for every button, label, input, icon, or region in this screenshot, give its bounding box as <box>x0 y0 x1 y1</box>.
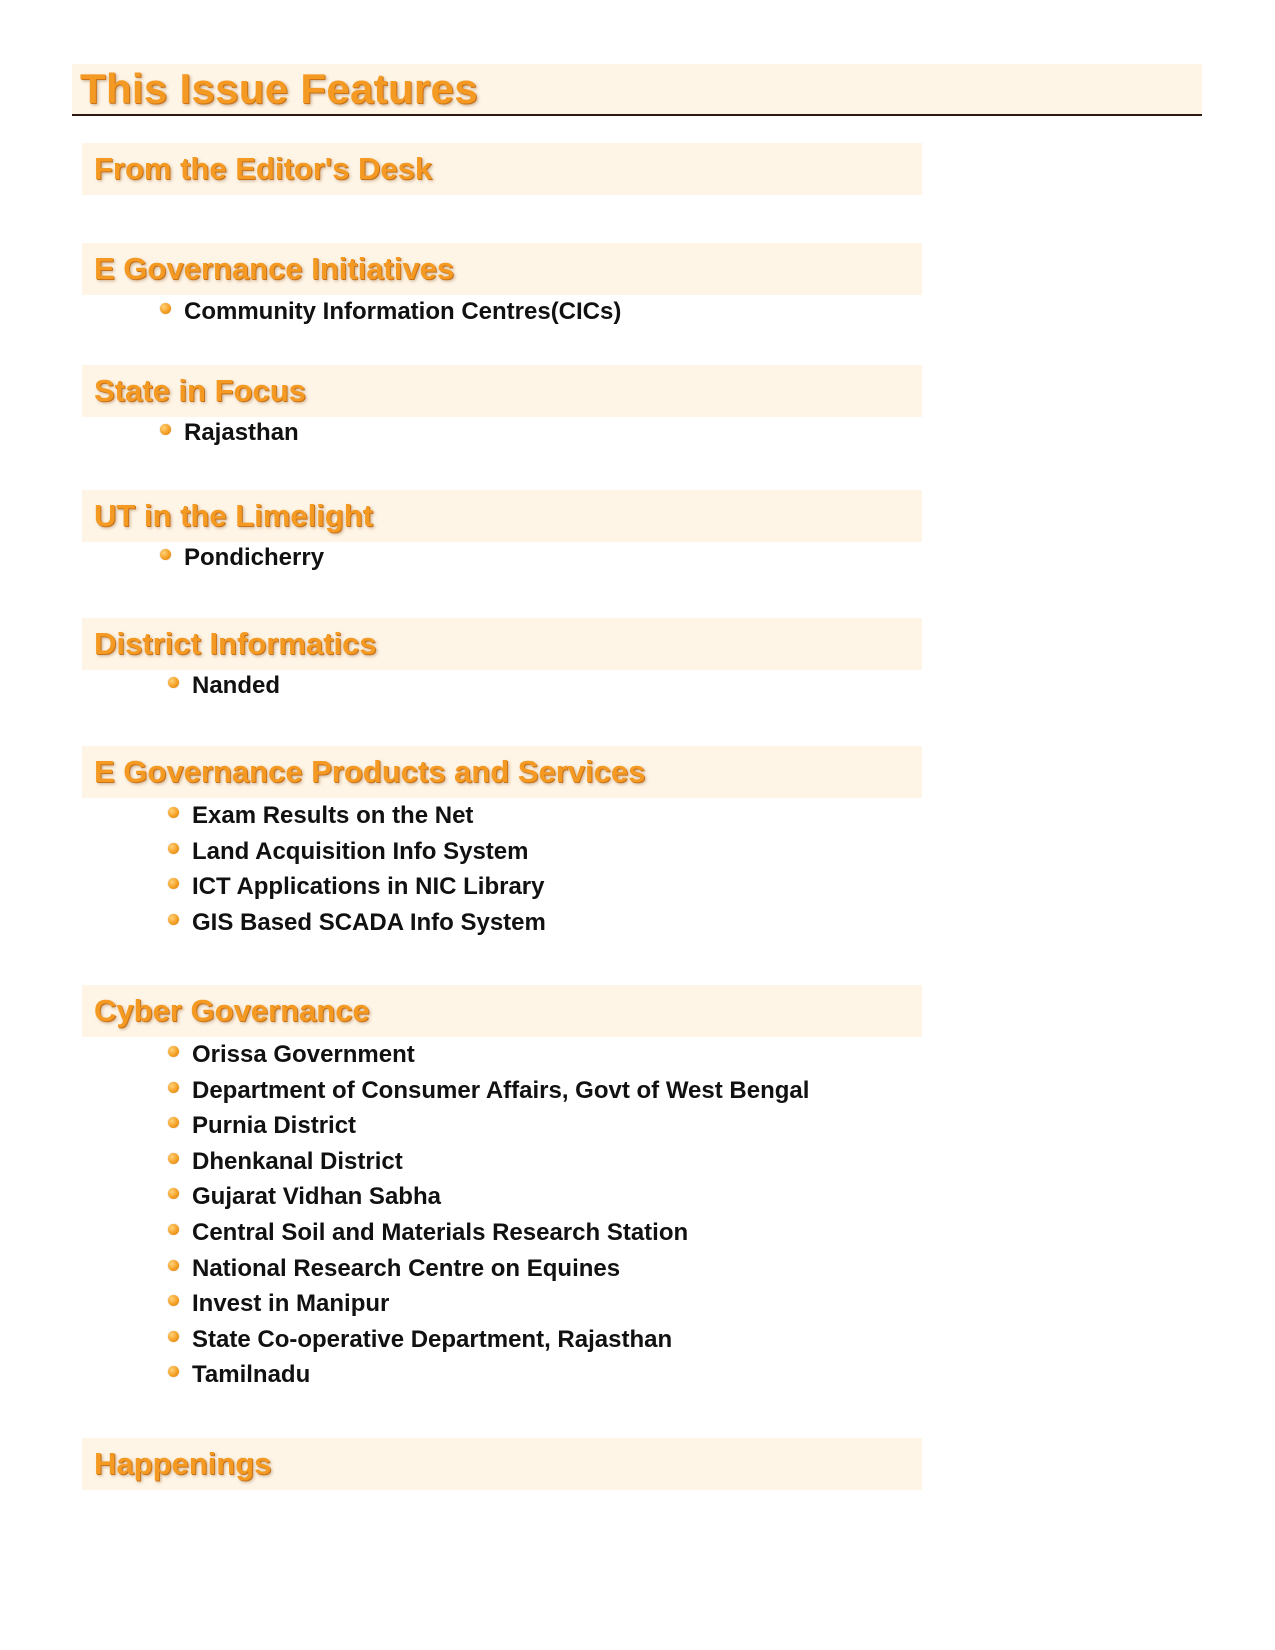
list-item[interactable] <box>168 1073 809 1109</box>
list-item-label: Tamilnadu <box>192 1361 311 1389</box>
bullet-icon <box>168 843 179 854</box>
main-title-bar <box>72 64 1202 116</box>
list-item-label: Central Soil and Materials Research Station <box>192 1218 689 1246</box>
bullet-icon <box>168 1188 179 1199</box>
bullet-icon <box>168 878 179 889</box>
list-item[interactable] <box>168 1215 809 1251</box>
section-title: District Informatics <box>94 626 377 661</box>
section-title: E Governance Initiatives <box>94 251 455 286</box>
section-header-cyber-governance[interactable] <box>82 985 922 1037</box>
bullet-icon <box>168 1260 179 1271</box>
section-title: E Governance Products and Services <box>94 754 646 789</box>
list-item[interactable] <box>168 869 546 905</box>
section-title: UT in the Limelight <box>94 498 373 533</box>
list-item-label: Dhenkanal District <box>192 1147 403 1175</box>
bullet-icon <box>160 303 171 314</box>
list-item-label: National Research Centre on Equines <box>192 1254 621 1282</box>
bullet-icon <box>168 1153 179 1164</box>
page-title: This Issue Features <box>80 65 478 112</box>
list-item-label: ICT Applications in NIC Library <box>192 873 545 901</box>
bullet-icon <box>168 914 179 925</box>
bullet-icon <box>168 1331 179 1342</box>
list-item[interactable] <box>168 1357 809 1393</box>
list-item-label: Community Information Centres(CICs) <box>184 298 622 325</box>
list-item-label: Land Acquisition Info System <box>192 837 529 865</box>
list-item-label: State Co-operative Department, Rajasthan <box>192 1325 673 1353</box>
list-item[interactable] <box>168 1108 809 1144</box>
list-item[interactable] <box>168 834 546 870</box>
list-item-label: Orissa Government <box>192 1041 415 1068</box>
list-item[interactable] <box>168 668 280 704</box>
section-title: Happenings <box>94 1446 272 1481</box>
list-item[interactable] <box>168 1322 809 1358</box>
list-item-label: Gujarat Vidhan Sabha <box>192 1183 441 1211</box>
bullet-icon <box>168 1046 179 1057</box>
bullet-icon <box>168 1366 179 1377</box>
bullet-icon <box>168 1224 179 1235</box>
list-item[interactable] <box>160 415 299 451</box>
bullet-icon <box>168 1117 179 1128</box>
section-title: State in Focus <box>94 373 306 408</box>
item-list-district-informatics <box>168 668 280 704</box>
bullet-icon <box>168 1295 179 1306</box>
item-list-ut-in-the-limelight <box>160 540 324 576</box>
list-item-label: Purnia District <box>192 1112 357 1140</box>
section-title: From the Editor's Desk <box>94 151 433 186</box>
section-header-state-in-focus[interactable] <box>82 365 922 417</box>
item-list-e-governance-products-services <box>168 798 546 940</box>
bullet-icon <box>160 549 171 560</box>
list-item-label: Department of Consumer Affairs, Govt of West Bengal <box>192 1076 810 1104</box>
list-item[interactable] <box>160 540 324 576</box>
list-item-label: GIS Based SCADA Info System <box>192 908 546 936</box>
bullet-icon <box>160 424 171 435</box>
section-header-happenings[interactable] <box>82 1438 922 1490</box>
list-item[interactable] <box>168 1037 809 1073</box>
bullet-icon <box>168 677 179 688</box>
list-item[interactable] <box>160 294 621 330</box>
list-item-label: Rajasthan <box>184 419 299 446</box>
bullet-icon <box>168 1082 179 1093</box>
list-item-label: Nanded <box>192 672 281 699</box>
list-item[interactable] <box>168 1251 809 1287</box>
list-item-label: Exam Results on the Net <box>192 802 474 829</box>
section-header-editors-desk[interactable] <box>82 143 922 195</box>
section-header-e-governance-initiatives[interactable] <box>82 243 922 295</box>
section-title: Cyber Governance <box>94 993 370 1028</box>
list-item[interactable] <box>168 1144 809 1180</box>
bullet-icon <box>168 807 179 818</box>
section-header-ut-in-the-limelight[interactable] <box>82 490 922 542</box>
item-list-state-in-focus <box>160 415 299 451</box>
item-list-cyber-governance <box>168 1037 809 1393</box>
list-item[interactable] <box>168 1286 809 1322</box>
section-header-district-informatics[interactable] <box>82 618 922 670</box>
list-item[interactable] <box>168 1179 809 1215</box>
list-item[interactable] <box>168 798 546 834</box>
section-header-e-governance-products-services[interactable] <box>82 746 922 798</box>
item-list-e-governance-initiatives <box>160 294 621 330</box>
list-item[interactable] <box>168 905 546 941</box>
list-item-label: Pondicherry <box>184 544 325 571</box>
list-item-label: Invest in Manipur <box>192 1290 390 1318</box>
